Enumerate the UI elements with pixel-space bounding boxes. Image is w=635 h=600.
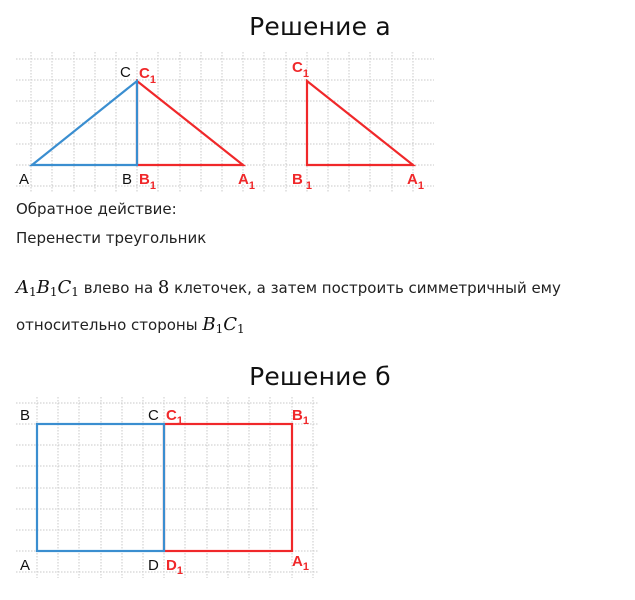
label-a: A	[19, 171, 30, 188]
label-d: D	[148, 557, 159, 574]
text-move-triangle: Перенести треугольник	[16, 229, 207, 247]
label-a: A	[20, 557, 31, 574]
label-b1-translated: B $_1$	[292, 171, 312, 192]
label-d1: $D_1$	[166, 557, 183, 577]
text-reverse-action: Обратное действие:	[16, 200, 177, 218]
math-a1b1c1: $A_1B_1C_1$	[16, 277, 79, 299]
label-b1: $B_1$	[292, 407, 309, 427]
label-c1-translated: $C_1$	[292, 59, 309, 80]
label-b1: $B_1$	[139, 171, 156, 192]
math-number-8: 8	[157, 277, 170, 298]
label-c1: $C_1$	[166, 407, 183, 427]
label-b: B	[20, 407, 31, 424]
label-a1: $A_1$	[238, 171, 255, 192]
label-c: C	[120, 64, 131, 81]
label-a1-translated: $A_1$	[407, 171, 424, 192]
text-instruction-line3: $A_1B_1C_1$ влево на 8 клеточек, а затем построить симметричный ему	[16, 277, 561, 299]
label-c1: $C_1$	[139, 65, 156, 86]
heading-solution-b: Решение б	[249, 362, 391, 391]
heading-solution-a: Решение а	[249, 12, 391, 41]
text-instruction-line4: относительно стороны $B_1C_1$	[16, 314, 245, 336]
label-a1: $A_1$	[292, 553, 309, 573]
label-b: B	[122, 171, 133, 188]
math-b1c1: $B_1C_1$	[202, 314, 245, 336]
label-c: C	[148, 407, 159, 424]
